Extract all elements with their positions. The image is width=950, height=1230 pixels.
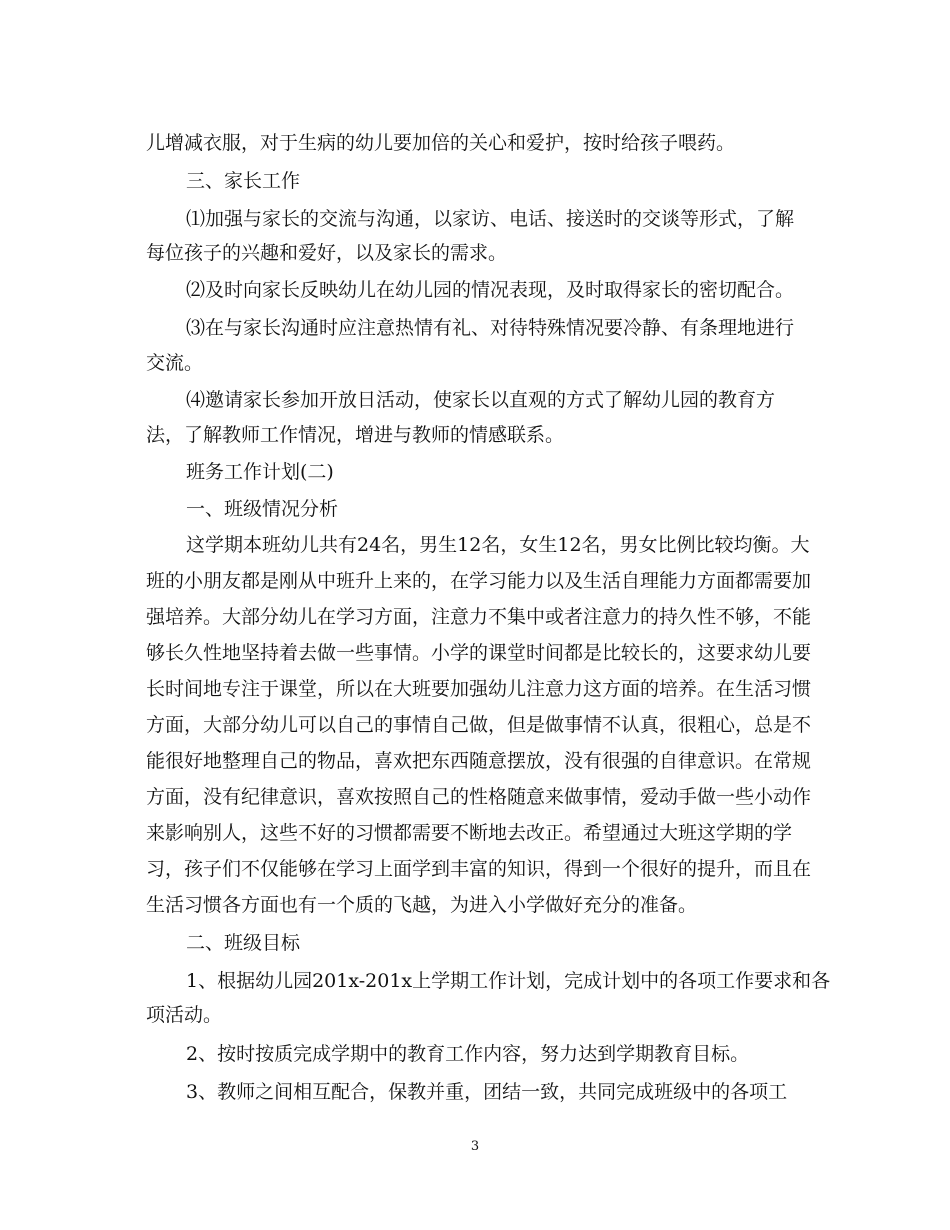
paragraph-line: 1、根据幼儿园201x-201x上学期工作计划，完成计划中的各项工作要求和各 <box>186 970 831 992</box>
paragraph-line: 够长久性地坚持着去做一些事情。小学的课堂时间都是比较长的，这要求幼儿要 <box>146 642 812 664</box>
paragraph-line: 强培养。大部分幼儿在学习方面，注意力不集中或者注意力的持久性不够，不能 <box>146 606 812 628</box>
paragraph-line: 每位孩子的兴趣和爱好，以及家长的需求。 <box>146 242 508 264</box>
paragraph-line: 2、按时按质完成学期中的教育工作内容，努力达到学期教育目标。 <box>186 1043 750 1065</box>
paragraph-line: 生活习惯各方面也有一个质的飞越，为进入小学做好充分的准备。 <box>146 894 698 916</box>
paragraph-line: 习，孩子们不仅能够在学习上面学到丰富的知识，得到一个很好的提升，而且在 <box>146 858 812 880</box>
paragraph-line: 班的小朋友都是刚从中班升上来的，在学习能力以及生活自理能力方面都需要加 <box>146 570 812 592</box>
paragraph-line: 儿增减衣服，对于生病的幼儿要加倍的关心和爱护，按时给孩子喂药。 <box>146 132 736 154</box>
paragraph-line: ⑵及时向家长反映幼儿在幼儿园的情况表现，及时取得家长的密切配合。 <box>186 279 795 301</box>
paragraph-line: ⑷邀请家长参加开放日活动，使家长以直观的方式了解幼儿园的教育方 <box>186 389 776 411</box>
paragraph-line: 三、家长工作 <box>186 170 301 192</box>
paragraph-line: 一、班级情况分析 <box>186 498 339 520</box>
paragraph-line: 交流。 <box>146 352 204 374</box>
paragraph-line: ⑴加强与家长的交流与沟通，以家访、电话、接送时的交谈等形式，了解 <box>186 208 795 230</box>
paragraph-line: 这学期本班幼儿共有24名，男生12名，女生12名，男女比例比较均衡。大 <box>186 534 810 556</box>
paragraph-line: ⑶在与家长沟通时应注意热情有礼、对待特殊情况要冷静、有条理地进行 <box>186 317 795 339</box>
paragraph-line: 二、班级目标 <box>186 932 301 954</box>
paragraph-line: 方面，大部分幼儿可以自己的事情自己做，但是做事情不认真，很粗心，总是不 <box>146 714 812 736</box>
paragraph-line: 项活动。 <box>146 1004 223 1026</box>
paragraph-line: 方面，没有纪律意识，喜欢按照自己的性格随意来做事情，爱动手做一些小动作 <box>146 786 812 808</box>
paragraph-line: 法，了解教师工作情况，增进与教师的情感联系。 <box>146 424 565 446</box>
paragraph-line: 能很好地整理自己的物品，喜欢把东西随意摆放，没有很强的自律意识。在常规 <box>146 750 812 772</box>
paragraph-line: 3、教师之间相互配合，保教并重，团结一致，共同完成班级中的各项工 <box>186 1081 788 1103</box>
paragraph-line: 班务工作计划(二) <box>186 461 334 483</box>
paragraph-line: 来影响别人，这些不好的习惯都需要不断地去改正。希望通过大班这学期的学 <box>146 822 793 844</box>
paragraph-line: 长时间地专注于课堂，所以在大班要加强幼儿注意力这方面的培养。在生活习惯 <box>146 678 812 700</box>
page-number: 3 <box>470 1139 480 1154</box>
